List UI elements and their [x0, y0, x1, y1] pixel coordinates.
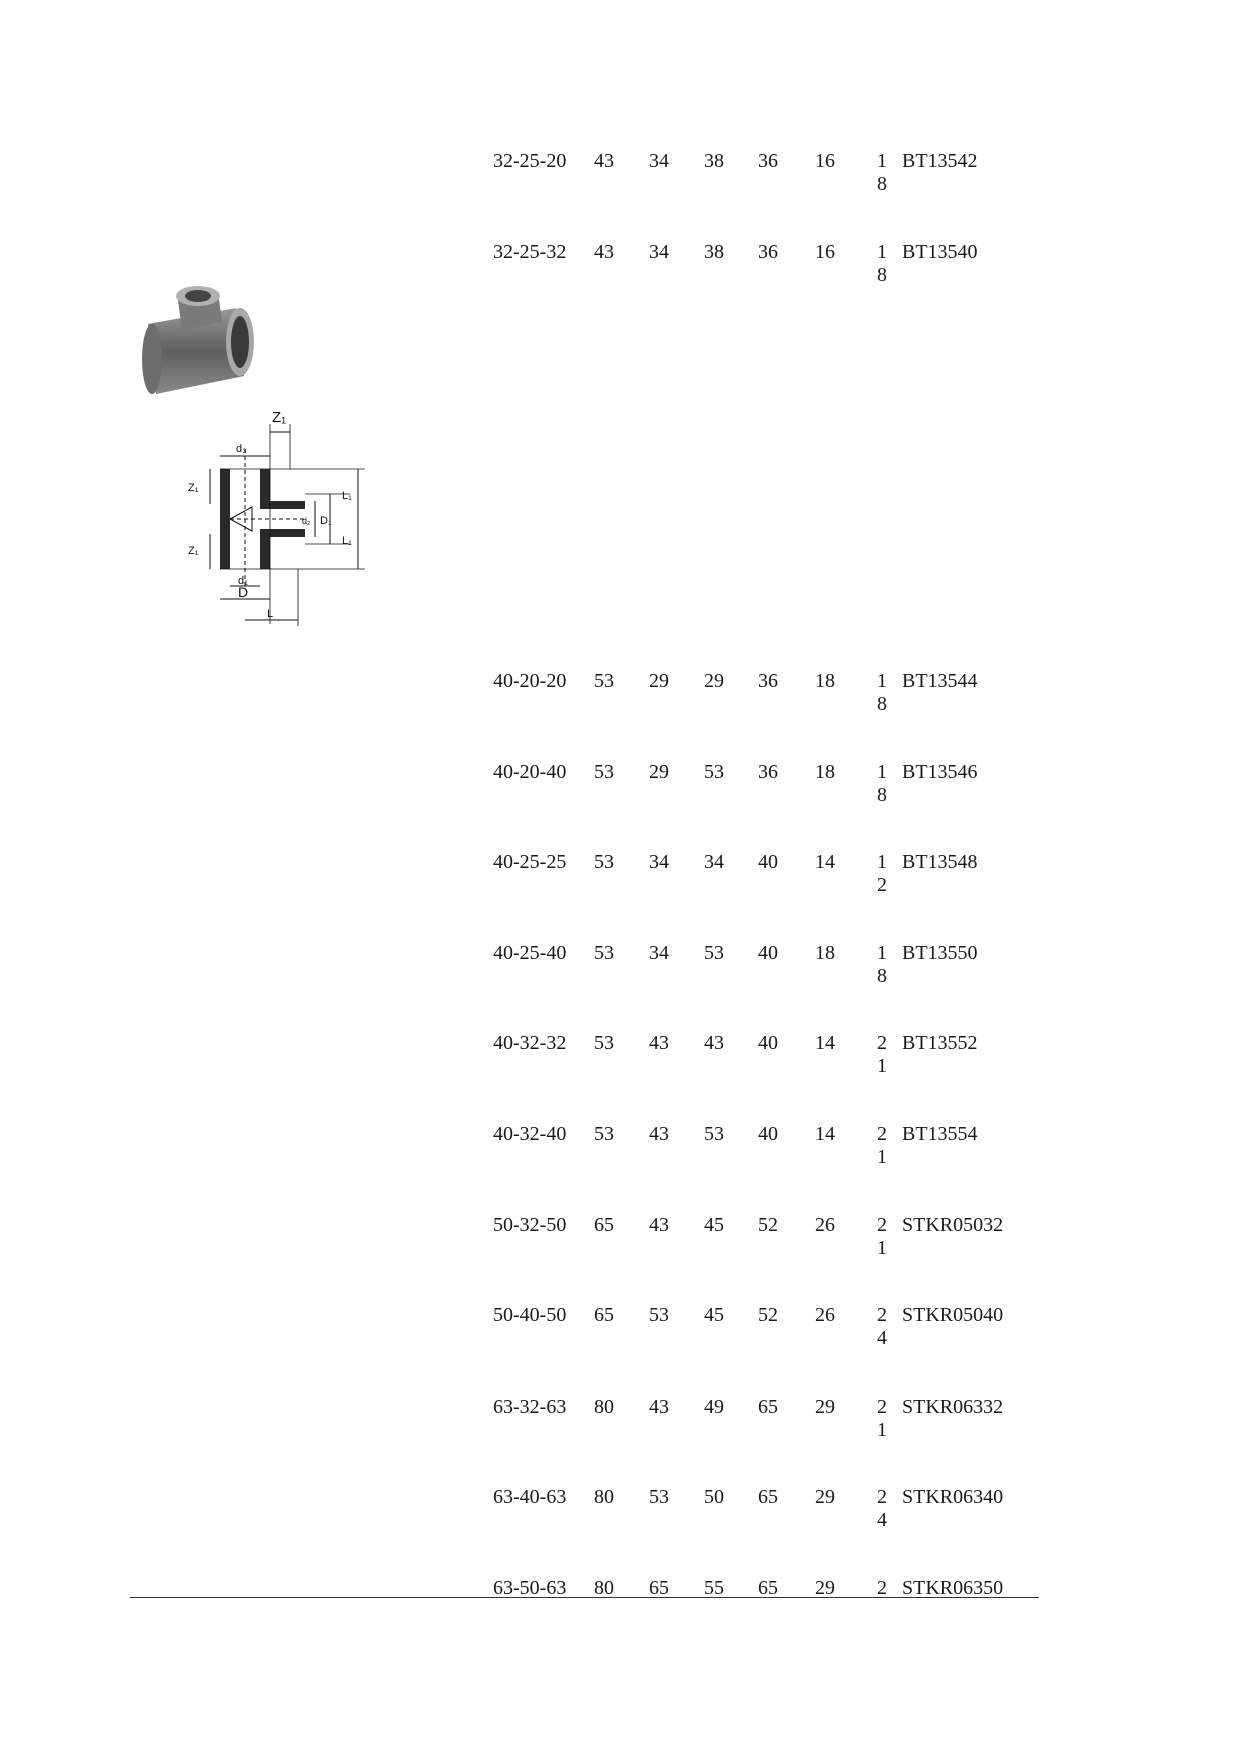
- dim-cell: 65: [594, 1214, 614, 1236]
- dim-cell: 36: [758, 241, 778, 263]
- dim-cell: 80: [594, 1577, 614, 1599]
- dim-cell: 29: [649, 761, 669, 783]
- bottom-rule: [130, 1597, 1039, 1598]
- size-cell: 32-25-20: [493, 150, 567, 172]
- size-cell: 40-25-40: [493, 942, 567, 964]
- dim-cell: 26: [815, 1304, 835, 1326]
- code-cell: STKR05032: [902, 1214, 1004, 1236]
- dim-cell: 36: [758, 150, 778, 172]
- dim-cell: 21: [877, 1396, 887, 1441]
- dim-cell: 40: [758, 1123, 778, 1145]
- dim-cell: 14: [815, 1123, 835, 1145]
- dim-cell: 43: [704, 1032, 724, 1054]
- size-cell: 32-25-32: [493, 241, 567, 263]
- dim-cell: 65: [758, 1577, 778, 1599]
- dim-cell: 53: [594, 670, 614, 692]
- code-cell: BT13550: [902, 942, 978, 964]
- label-L1-b: L₁: [342, 535, 352, 547]
- dim-cell: 18: [815, 761, 835, 783]
- dim-cell: 50: [704, 1486, 724, 1508]
- table-row: [0, 851, 1240, 911]
- table-row: [0, 241, 1240, 301]
- dim-cell: 45: [704, 1304, 724, 1326]
- table-row: [0, 1214, 1240, 1274]
- dim-cell: 43: [649, 1214, 669, 1236]
- size-cell: 40-32-32: [493, 1032, 567, 1054]
- dim-cell: 40: [758, 942, 778, 964]
- table-row: [0, 1486, 1240, 1546]
- dim-cell: 53: [594, 851, 614, 873]
- table-row: [0, 1032, 1240, 1092]
- dim-cell: 53: [594, 942, 614, 964]
- dim-cell: 65: [649, 1577, 669, 1599]
- code-cell: BT13548: [902, 851, 978, 873]
- dim-cell: 21: [877, 1032, 887, 1077]
- dim-cell: 29: [815, 1486, 835, 1508]
- dim-cell: 53: [704, 942, 724, 964]
- size-cell: 40-25-25: [493, 851, 567, 873]
- dim-cell: 53: [704, 1123, 724, 1145]
- table-row: [0, 1304, 1240, 1364]
- dim-cell: 21: [877, 1123, 887, 1168]
- label-L: L: [267, 608, 274, 620]
- dim-cell: 53: [649, 1486, 669, 1508]
- table-row: [0, 670, 1240, 730]
- label-z1-left-a: Z₁: [188, 482, 199, 494]
- size-cell: 63-32-63: [493, 1396, 567, 1418]
- size-cell: 40-20-20: [493, 670, 567, 692]
- dim-cell: 53: [594, 1032, 614, 1054]
- dim-cell: 18: [877, 150, 887, 195]
- table-row: [0, 1396, 1240, 1456]
- dim-cell: 49: [704, 1396, 724, 1418]
- size-cell: 63-40-63: [493, 1486, 567, 1508]
- dim-cell: 18: [815, 942, 835, 964]
- code-cell: BT13544: [902, 670, 978, 692]
- label-L1-a: L₁: [342, 490, 352, 502]
- dim-cell: 36: [758, 761, 778, 783]
- dim-cell: 18: [877, 761, 887, 806]
- code-cell: STKR06332: [902, 1396, 1004, 1418]
- label-D1: D₁: [320, 515, 332, 527]
- label-d1: d₁: [238, 575, 248, 587]
- dim-cell: 43: [594, 241, 614, 263]
- dim-cell: 53: [594, 1123, 614, 1145]
- dim-cell: 14: [815, 1032, 835, 1054]
- code-cell: BT13546: [902, 761, 978, 783]
- table-row: [0, 1123, 1240, 1183]
- dim-cell: 29: [649, 670, 669, 692]
- dim-cell: 53: [704, 761, 724, 783]
- dim-cell: 29: [815, 1396, 835, 1418]
- dim-cell: 38: [704, 150, 724, 172]
- table-row: [0, 150, 1240, 210]
- dim-cell: 40: [758, 851, 778, 873]
- label-d2: d₂: [302, 516, 311, 526]
- dim-cell: 34: [704, 851, 724, 873]
- dim-cell: 43: [649, 1032, 669, 1054]
- dim-cell: 38: [704, 241, 724, 263]
- dim-cell: 29: [815, 1577, 835, 1599]
- dim-cell: 16: [815, 150, 835, 172]
- label-z1-left-b: Z₁: [188, 545, 199, 557]
- dim-cell: 53: [594, 761, 614, 783]
- size-cell: 40-32-40: [493, 1123, 567, 1145]
- code-cell: BT13554: [902, 1123, 978, 1145]
- label-D: D: [238, 584, 249, 600]
- dim-cell: 14: [815, 851, 835, 873]
- code-cell: BT13542: [902, 150, 978, 172]
- dim-cell: 34: [649, 851, 669, 873]
- dim-cell: 80: [594, 1396, 614, 1418]
- code-cell: BT13552: [902, 1032, 978, 1054]
- dim-cell: 53: [649, 1304, 669, 1326]
- dim-cell: 18: [877, 670, 887, 715]
- dim-cell: 24: [877, 1304, 887, 1349]
- size-cell: 40-20-40: [493, 761, 567, 783]
- dim-cell: 34: [649, 150, 669, 172]
- size-cell: 50-32-50: [493, 1214, 567, 1236]
- dim-cell: 52: [758, 1304, 778, 1326]
- dim-cell: 26: [815, 1214, 835, 1236]
- dim-cell: 43: [649, 1123, 669, 1145]
- dim-cell: 29: [704, 670, 724, 692]
- dim-cell: 12: [877, 851, 887, 896]
- table-row: [0, 942, 1240, 1002]
- dim-cell: 65: [758, 1396, 778, 1418]
- dim-cell: 2: [877, 1577, 887, 1599]
- code-cell: STKR06350: [902, 1577, 1004, 1599]
- label-z1-top: Z₁: [272, 409, 287, 426]
- dim-cell: 36: [758, 670, 778, 692]
- dim-cell: 34: [649, 942, 669, 964]
- dim-cell: 65: [594, 1304, 614, 1326]
- table-row: [0, 1577, 1240, 1637]
- dim-cell: 21: [877, 1214, 887, 1259]
- dim-cell: 16: [815, 241, 835, 263]
- code-cell: STKR05040: [902, 1304, 1004, 1326]
- table-row: [0, 761, 1240, 821]
- dim-cell: 40: [758, 1032, 778, 1054]
- dim-cell: 65: [758, 1486, 778, 1508]
- dim-cell: 55: [704, 1577, 724, 1599]
- dimension-drawing: [180, 404, 380, 644]
- dim-cell: 34: [649, 241, 669, 263]
- dim-cell: 24: [877, 1486, 887, 1531]
- reducing-tee-photo: [140, 284, 280, 408]
- dim-cell: 18: [877, 241, 887, 286]
- code-cell: STKR06340: [902, 1486, 1004, 1508]
- dim-cell: 80: [594, 1486, 614, 1508]
- dim-cell: 18: [877, 942, 887, 987]
- code-cell: BT13540: [902, 241, 978, 263]
- size-cell: 50-40-50: [493, 1304, 567, 1326]
- label-d3: d₃: [236, 443, 247, 455]
- size-cell: 63-50-63: [493, 1577, 567, 1599]
- dim-cell: 18: [815, 670, 835, 692]
- dim-cell: 43: [594, 150, 614, 172]
- dim-cell: 45: [704, 1214, 724, 1236]
- dim-cell: 43: [649, 1396, 669, 1418]
- dim-cell: 52: [758, 1214, 778, 1236]
